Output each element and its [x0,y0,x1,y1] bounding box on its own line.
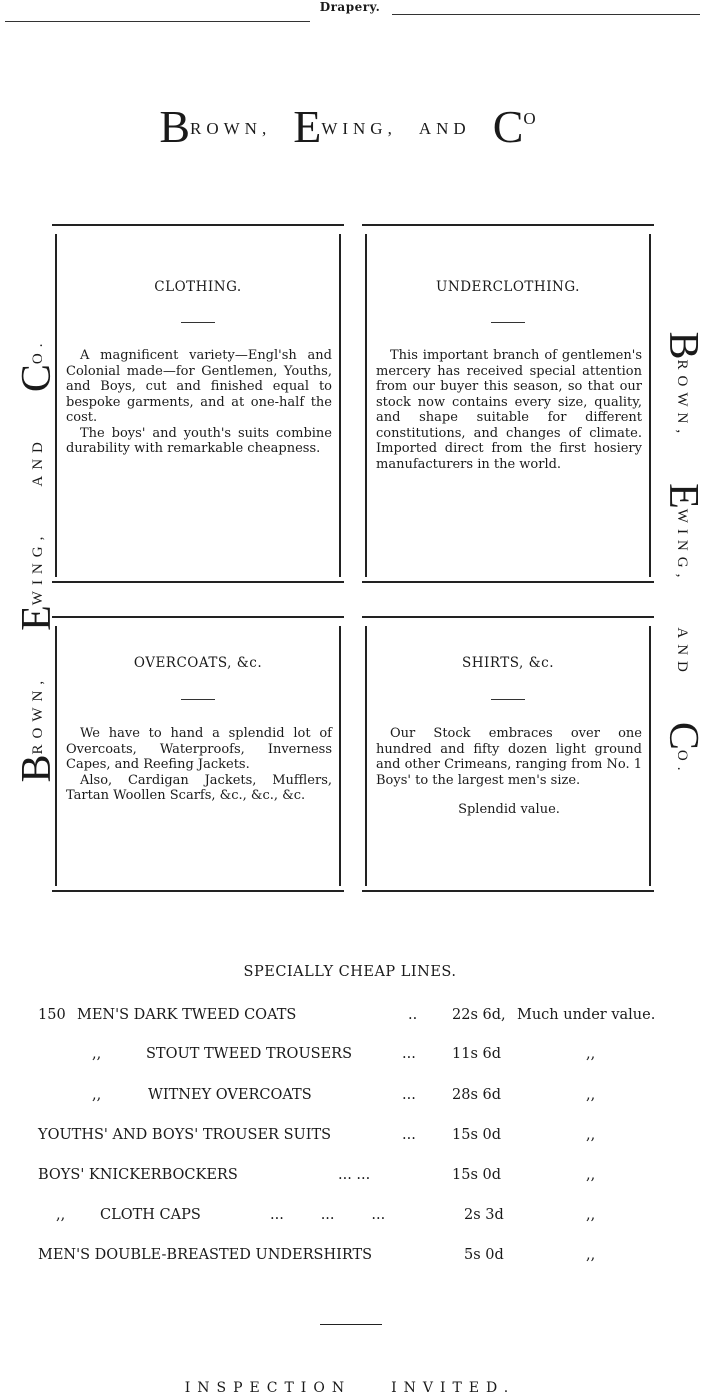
box-shirts-p1: Our Stock embraces over one hundred and fifty dozen light ground and other Crimeans, ranging from No. 1 Boys' to the largest men's size. [376,726,642,788]
box-clothing-title: CLOTHING. [154,279,242,295]
price-row-prefix: 150 [38,1007,66,1023]
side-left-co-rest: O. [30,337,46,365]
box-shirts-dash [491,699,525,700]
box-clothing-p2: The boys' and youth's suits combine durability with remarkable cheapness. [66,425,332,456]
price-row-note: ,, [586,1207,596,1223]
box-underclothing-p1: This important branch of gentlemen's mercery has received special attention from our buyer this season, so that our stock now contains every size, quality, and shape suitable for different constitutions, and changes of climate. Imported direct from the first hosiery manufacturers in the world. [376,348,642,472]
title-co-initial: C [492,101,524,152]
price-row-prefix: ,, [92,1087,102,1103]
side-right-co-initial: C [660,721,706,750]
brand-title [0,100,700,153]
price-row-leader: ... ... ... [270,1207,386,1223]
title-brown-initial: B [159,101,191,152]
title-brown-rest: ROWN, [190,119,272,138]
price-row-item: YOUTHS' AND BOYS' TROUSER SUITS [38,1127,332,1143]
price-row-note: ,, [586,1087,596,1103]
side-right-ewing-rest: WING, [674,508,690,584]
box-overcoats-body [66,726,332,804]
price-row [0,1167,700,1187]
price-row-price: 11s 6d [452,1046,502,1062]
price-row-price: 15s 0d [452,1127,502,1143]
price-row-item: BOYS' KNICKERBOCKERS [38,1167,238,1183]
price-row-note: ,, [586,1167,596,1183]
box-underclothing-dash [491,322,525,323]
side-right-ewing-initial: E [660,483,706,509]
box-shirts-p2: Splendid value. [458,802,560,817]
title-and: AND [418,119,471,138]
price-row-note: ,, [586,1046,596,1062]
box-shirts-title: SHIRTS, &c. [461,655,554,671]
title-co-rest: O [523,109,541,128]
side-left-brown-rest: ROWN, [30,674,46,755]
box-underclothing-title: UNDERCLOTHING. [436,279,580,295]
price-row [0,1087,700,1107]
price-list-title: SPECIALLY CHEAP LINES. [243,964,457,980]
price-row-price: 15s 0d [452,1167,502,1183]
price-row-note: Much under value. [517,1007,656,1023]
price-row-leader: ... ... [338,1167,371,1183]
footer-word-1: INSPECTION [184,1380,352,1396]
price-row-leader: ... [402,1046,416,1062]
box-shirts [362,616,654,892]
price-row-item: WITNEY OVERCOATS [148,1087,312,1103]
side-left-co-initial: C [14,364,60,393]
price-row-leader: .. [408,1007,418,1023]
side-brand-right [660,314,707,794]
running-head: Drapery. [319,0,381,14]
price-row-leader: ... [402,1127,416,1143]
price-row [0,1007,700,1027]
side-right-brown-initial: B [660,331,706,360]
price-row-note: ,, [586,1247,596,1263]
price-row-item: CLOTH CAPS [100,1207,201,1223]
box-underclothing [362,224,654,583]
box-shirts-body [376,726,642,818]
side-right-co-rest: O. [674,749,690,777]
side-left-brown-initial: B [14,754,60,783]
box-overcoats-p1: We have to hand a splendid lot of Overcoats, Waterproofs, Inverness Capes, and Reefing Jackets. [66,726,332,772]
price-row-prefix: ,, [92,1046,102,1062]
box-overcoats [52,616,344,892]
price-row-price: 28s 6d [452,1087,502,1103]
title-ewing-rest: WING, [321,119,397,138]
box-clothing-p1: A magnificent variety—Engl'sh and Colonial made—for Gentlemen, Youths, and Boys, cut and finished equal to bespoke garments, and at one-half the cost. [66,348,332,425]
box-clothing-dash [181,322,215,323]
price-row-item: MEN'S DARK TWEED COATS [77,1007,297,1023]
price-row-note: ,, [586,1127,596,1143]
footer-word-2: INVITED. [391,1380,516,1396]
price-row-price: 2s 3d [464,1207,504,1223]
box-clothing [52,224,344,583]
box-clothing-body [66,348,332,457]
box-underclothing-body [376,348,642,472]
box-overcoats-title: OVERCOATS, &c. [133,655,263,671]
box-overcoats-p2: Also, Cardigan Jackets, Mufflers, Tartan Woollen Scarfs, &c., &c., &c. [66,772,332,803]
price-row-prefix: ,, [56,1207,66,1223]
side-left-ewing-rest: WING, [30,530,46,606]
price-row-item: MEN'S DOUBLE-BREASTED UNDERSHIRTS [38,1247,373,1263]
section-divider [320,1324,382,1325]
price-row [0,1207,700,1227]
side-brand-left [13,320,60,800]
price-row [0,1247,700,1267]
side-right-brown-rest: ROWN, [674,359,690,440]
side-right-and: AND [674,627,690,678]
box-overcoats-dash [181,699,215,700]
footer-inspection-invited [0,1380,700,1396]
head-rule-left [5,21,310,22]
side-left-ewing-initial: E [14,605,60,631]
title-ewing-initial: E [293,101,322,152]
price-row-price: 5s 0d [464,1247,504,1263]
side-left-and: AND [30,436,46,487]
price-row [0,1046,700,1066]
price-row-leader: ... [402,1087,416,1103]
price-row-price: 22s 6d, [452,1007,506,1023]
price-row-item: STOUT TWEED TROUSERS [146,1046,353,1062]
head-rule-right [392,14,700,15]
price-row [0,1127,700,1147]
